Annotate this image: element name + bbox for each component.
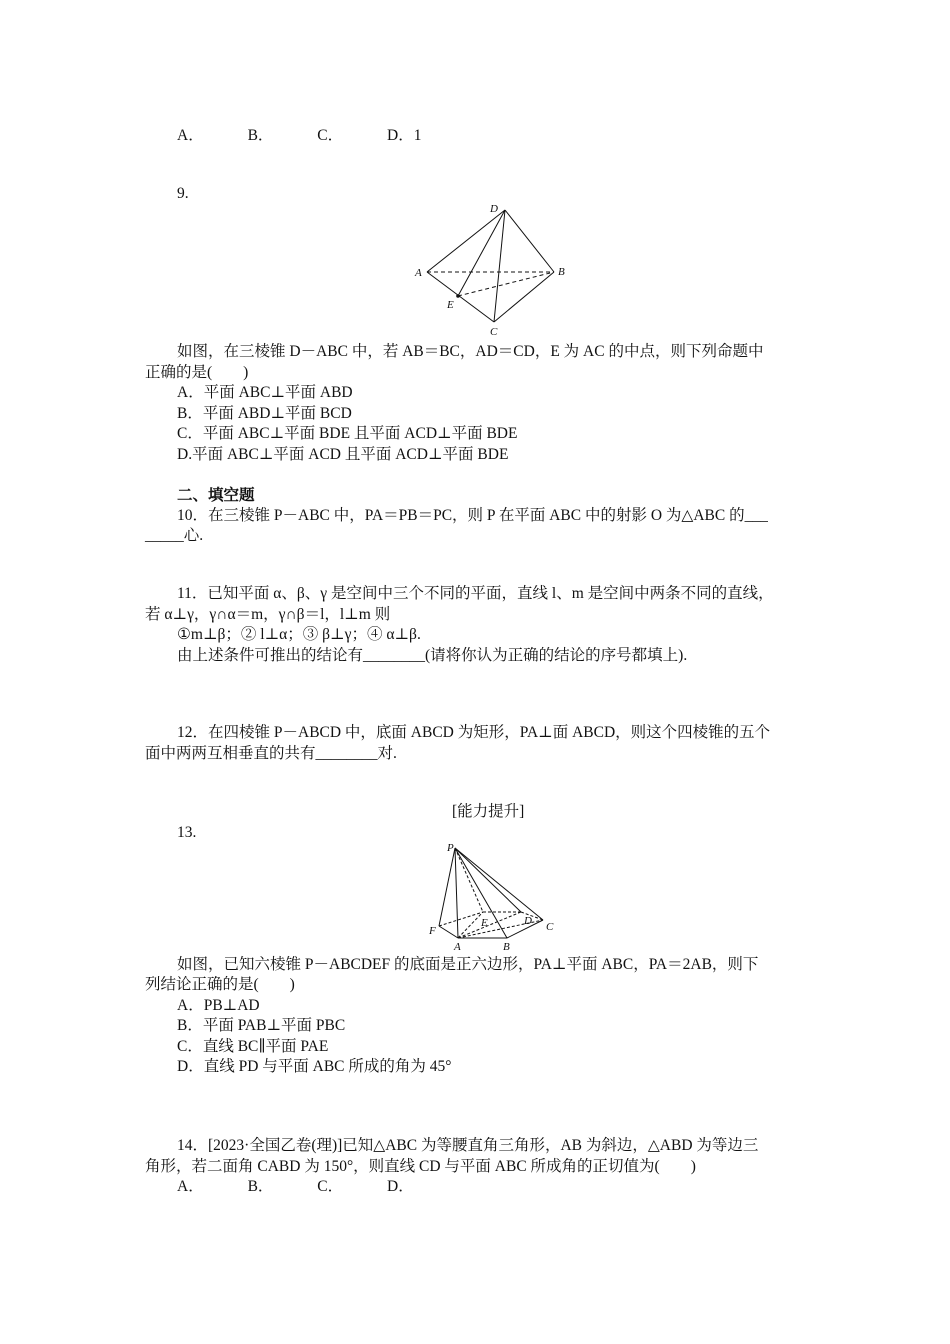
diag-ad-dashed (458, 912, 521, 938)
q13-option-b: B．平面 PAB⊥平面 PBC (177, 1017, 346, 1034)
q13-number: 13. (177, 824, 197, 841)
q14-option-d: D． (387, 1178, 414, 1195)
label-e: E (481, 917, 488, 929)
q9-option-a: A．平面 ABC⊥平面 ABD (177, 384, 353, 401)
q14-option-b: B． (247, 1178, 274, 1195)
edge-db (505, 210, 554, 272)
label-d: D (490, 203, 498, 215)
q14-line2: 角形，若二面角 CABD 为 150°，则直线 CD 与平面 ABC 所成角的正切值为( ) (145, 1158, 696, 1175)
q11-line4: 由上述条件可推出的结论有________(请将你认为正确的结论的序号都填上). (177, 647, 688, 664)
section-fill-in-title: 二、填空题 (177, 487, 255, 504)
q9-option-d: D.平面 ABC⊥平面 ACD 且平面 ACD⊥平面 BDE (177, 446, 509, 463)
q14-line1: 14．[2023·全国乙卷(理)]已知△ABC 为等腰直角三角形，AB 为斜边，△ABD 为等边三 (177, 1137, 759, 1154)
q9-stem-line1: 如图，在三棱锥 D－ABC 中，若 AB＝BC，AD＝CD，E 为 AC 的中点，则下列命题中 (177, 343, 764, 360)
q14-options (177, 1177, 414, 1197)
q8-options (177, 126, 421, 146)
edge-pe-dashed (455, 848, 483, 912)
edge-da (427, 210, 505, 272)
q13-stem-line2: 列结论正确的是( ) (145, 976, 295, 993)
label-b: B (558, 266, 565, 278)
q11-line1: 11．已知平面 α、β、γ 是空间中三个不同的平面，直线 l、m 是空间中两条不同的直线， (177, 585, 774, 602)
label-c: C (546, 921, 554, 933)
label-p: P (447, 842, 454, 854)
q14-option-a: A． (177, 1178, 204, 1195)
q9-number: 9. (177, 185, 189, 202)
q9-option-b: B．平面 ABD⊥平面 BCD (177, 405, 352, 422)
edge-pa (455, 848, 458, 938)
q13-stem-line1: 如图，已知六棱锥 P－ABCDEF 的底面是正六边形，PA⊥平面 ABC，PA＝2AB，则下 (177, 956, 759, 973)
label-a: A (415, 267, 422, 279)
q8-option-b: B． (247, 127, 274, 144)
q13-hexagonal-pyramid-figure (425, 838, 565, 953)
q11-line2: 若 α⊥γ，γ∩α＝m，γ∩β＝l，l⊥m 则 (145, 606, 391, 623)
label-e: E (447, 299, 454, 311)
label-f: F (429, 925, 436, 937)
q13-option-a: A．PB⊥AD (177, 997, 260, 1014)
section-ability-title: [能力提升] (452, 803, 525, 820)
q9-pyramid-figure (410, 200, 580, 340)
edge-fa (439, 926, 458, 938)
q10-line1: 10．在三棱锥 P－ABC 中，PA＝PB＝PC，则 P 在平面 ABC 中的射影 O 为△ABC 的___ (177, 507, 768, 524)
q12-line1: 12．在四棱锥 P－ABCD 中，底面 ABCD 为矩形，PA⊥面 ABCD，则这个四棱锥的五个 (177, 724, 771, 741)
q8-option-c: C． (317, 127, 344, 144)
q8-option-d: D．1 (387, 127, 422, 144)
q14-option-c: C． (317, 1178, 344, 1195)
edge-pc (455, 848, 543, 920)
q11-line3: ①m⊥β；② l⊥α；③ β⊥γ；④ α⊥β. (177, 626, 421, 643)
q9-option-c: C．平面 ABC⊥平面 BDE 且平面 ACD⊥平面 BDE (177, 425, 518, 442)
label-c: C (490, 326, 498, 338)
diag-ae-dashed (458, 912, 483, 938)
q8-option-a: A． (177, 127, 204, 144)
edge-pd (455, 848, 521, 912)
q9-stem-line2: 正确的是( ) (145, 364, 249, 381)
edge-pf (439, 848, 455, 926)
point-e (456, 294, 460, 298)
edge-ac (427, 272, 494, 322)
edge-bc (494, 272, 554, 322)
q13-option-d: D．直线 PD 与平面 ABC 所成的角为 45° (177, 1058, 452, 1075)
q13-option-c: C．直线 BC∥平面 PAE (177, 1038, 329, 1055)
label-b: B (503, 941, 510, 953)
q12-line2: 面中两两互相垂直的共有________对. (145, 745, 397, 762)
q10-line2: _____心. (145, 527, 204, 544)
label-d: D (524, 915, 532, 927)
label-a: A (454, 941, 461, 953)
